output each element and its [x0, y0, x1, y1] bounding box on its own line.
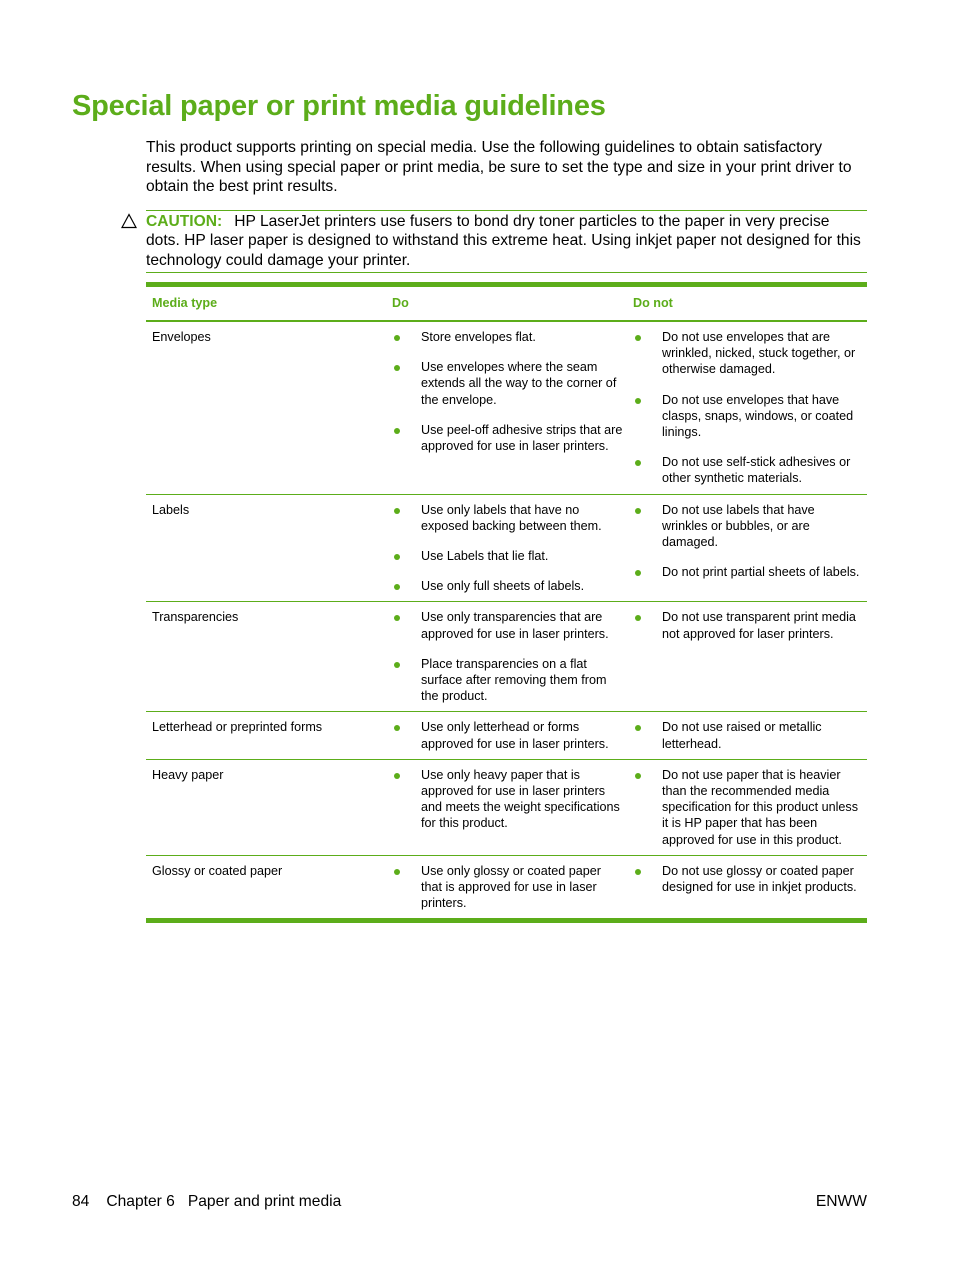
table-header-row	[146, 285, 867, 322]
do-cell	[386, 712, 627, 759]
list-item-text: Do not use paper that is heavier than the recommended media specification for this product unless it is HP paper that has been approved for use in this product.	[662, 767, 859, 847]
table-row	[146, 855, 867, 921]
header-do: Do	[386, 285, 627, 322]
list-item	[627, 392, 863, 441]
footer-left	[72, 1193, 341, 1211]
media-type-cell: Letterhead or preprinted forms	[146, 712, 386, 759]
bullet-icon	[635, 460, 641, 466]
do-not-list	[627, 863, 863, 895]
bullet-icon	[635, 615, 641, 621]
header-media-type: Media type	[146, 285, 386, 322]
list-item	[627, 502, 863, 551]
do-not-cell	[627, 855, 867, 921]
list-item	[627, 564, 863, 580]
do-list	[386, 719, 623, 751]
caution-label: CAUTION:	[146, 213, 223, 230]
list-item	[386, 548, 623, 564]
do-not-cell	[627, 712, 867, 759]
list-item	[386, 719, 623, 751]
list-item	[386, 329, 623, 345]
list-item-text: Store envelopes flat.	[421, 330, 536, 344]
bullet-icon	[394, 725, 400, 731]
list-item-text: Do not print partial sheets of labels.	[662, 565, 860, 580]
bullet-icon	[394, 335, 400, 341]
bullet-icon	[394, 554, 400, 560]
list-item	[627, 719, 863, 751]
header-do-not: Do not	[627, 285, 867, 322]
do-cell	[386, 321, 627, 494]
table-row	[146, 712, 867, 759]
list-item-text: Use envelopes where the seam extends all the way to the corner of the envelope.	[421, 360, 617, 407]
table-row	[146, 321, 867, 494]
table-row	[146, 759, 867, 855]
list-item-text: Use only heavy paper that is approved for use in laser printers and meets the weight specifications for this product.	[421, 767, 620, 831]
list-item	[386, 422, 623, 454]
bullet-icon	[635, 773, 641, 779]
do-not-cell	[627, 494, 867, 602]
chapter-label: Chapter 6	[106, 1193, 175, 1210]
media-type-cell: Labels	[146, 494, 386, 602]
do-not-list	[627, 767, 863, 848]
media-type-cell: Glossy or coated paper	[152, 863, 283, 878]
list-item	[627, 609, 863, 641]
bullet-icon	[635, 335, 641, 341]
do-cell	[386, 494, 627, 602]
do-not-list	[627, 609, 863, 641]
bullet-icon	[635, 725, 641, 731]
do-cell	[386, 602, 627, 712]
caution-triangle-icon	[121, 213, 137, 229]
bullet-icon	[394, 428, 400, 434]
list-item	[386, 578, 623, 594]
list-item-text: Do not use envelopes that are wrinkled, nicked, stuck together, or otherwise damaged.	[662, 330, 856, 377]
list-item-text: Use only glossy or coated paper that is approved for use in laser printers.	[421, 863, 601, 911]
list-item-text: Use Labels that lie flat.	[421, 549, 549, 564]
bullet-icon	[394, 584, 400, 590]
list-item	[386, 609, 623, 641]
caution-note	[146, 210, 867, 273]
do-not-list	[627, 502, 863, 581]
list-item	[627, 863, 863, 895]
list-item-text: Place transparencies on a flat surface after removing them from the product.	[421, 656, 607, 704]
bullet-icon	[394, 662, 400, 668]
list-item-text: Do not use raised or metallic letterhead.	[662, 720, 822, 751]
do-list	[386, 609, 623, 704]
list-item	[386, 359, 623, 408]
intro-paragraph: This product supports printing on special media. Use the following guidelines to obtain satisfactory results. When using special paper or print media, be sure to set the type and size in your print driver to obtain the best print results.	[146, 139, 852, 196]
do-not-list	[627, 719, 863, 751]
bullet-icon	[635, 508, 641, 514]
bullet-icon	[635, 570, 641, 576]
bullet-icon	[394, 773, 400, 779]
do-not-cell	[627, 602, 867, 712]
list-item-text: Use only transparencies that are approved for use in laser printers.	[421, 610, 609, 641]
media-guidelines-table	[146, 282, 867, 923]
do-not-cell	[627, 759, 867, 855]
bullet-icon	[394, 869, 400, 875]
table-row	[146, 602, 867, 712]
page-title: Special paper or print media guidelines	[72, 90, 606, 122]
list-item-text: Use peel-off adhesive strips that are approved for use in laser printers.	[421, 422, 623, 454]
do-list	[386, 502, 623, 595]
list-item	[386, 767, 623, 832]
list-item	[386, 863, 623, 912]
list-item	[627, 454, 863, 486]
list-item-text: Do not use transparent print media not approved for laser printers.	[662, 610, 856, 641]
media-type-cell: Heavy paper	[146, 759, 386, 855]
list-item-text: Use only full sheets of labels.	[421, 579, 585, 594]
do-not-list	[627, 329, 863, 487]
list-item-text: Do not use labels that have wrinkles or bubbles, or are damaged.	[662, 502, 815, 550]
do-not-cell	[627, 321, 867, 494]
bullet-icon	[394, 615, 400, 621]
list-item	[627, 767, 863, 848]
chapter-title: Paper and print media	[187, 1193, 342, 1210]
do-list	[386, 329, 623, 454]
table-row	[146, 494, 867, 602]
footer-right: ENWW	[815, 1193, 867, 1210]
bullet-icon	[394, 508, 400, 514]
list-item	[386, 502, 623, 534]
caution-text: HP LaserJet printers use fusers to bond dry toner particles to the paper in very precise dots. HP laser paper is designed to withstand this extreme heat. Using inkjet paper not designed for this technology could damage your printer.	[146, 213, 861, 269]
bullet-icon	[635, 869, 641, 875]
media-type-cell: Transparencies	[146, 602, 386, 712]
media-type-cell: Envelopes	[146, 321, 386, 494]
list-item-text: Do not use self-stick adhesives or other synthetic materials.	[662, 455, 851, 486]
list-item-text: Use only letterhead or forms approved for use in laser printers.	[421, 720, 609, 751]
list-item	[627, 329, 863, 378]
do-list	[386, 767, 623, 832]
list-item	[386, 656, 623, 705]
do-cell	[386, 759, 627, 855]
page-number: 84	[72, 1193, 90, 1210]
bullet-icon	[394, 365, 400, 371]
do-cell	[386, 855, 627, 921]
do-list	[386, 863, 623, 912]
list-item-text: Use only labels that have no exposed backing between them.	[421, 502, 602, 533]
bullet-icon	[635, 398, 641, 404]
list-item-text: Do not use glossy or coated paper designed for use in inkjet products.	[662, 863, 857, 895]
list-item-text: Do not use envelopes that have clasps, snaps, windows, or coated linings.	[662, 392, 854, 440]
